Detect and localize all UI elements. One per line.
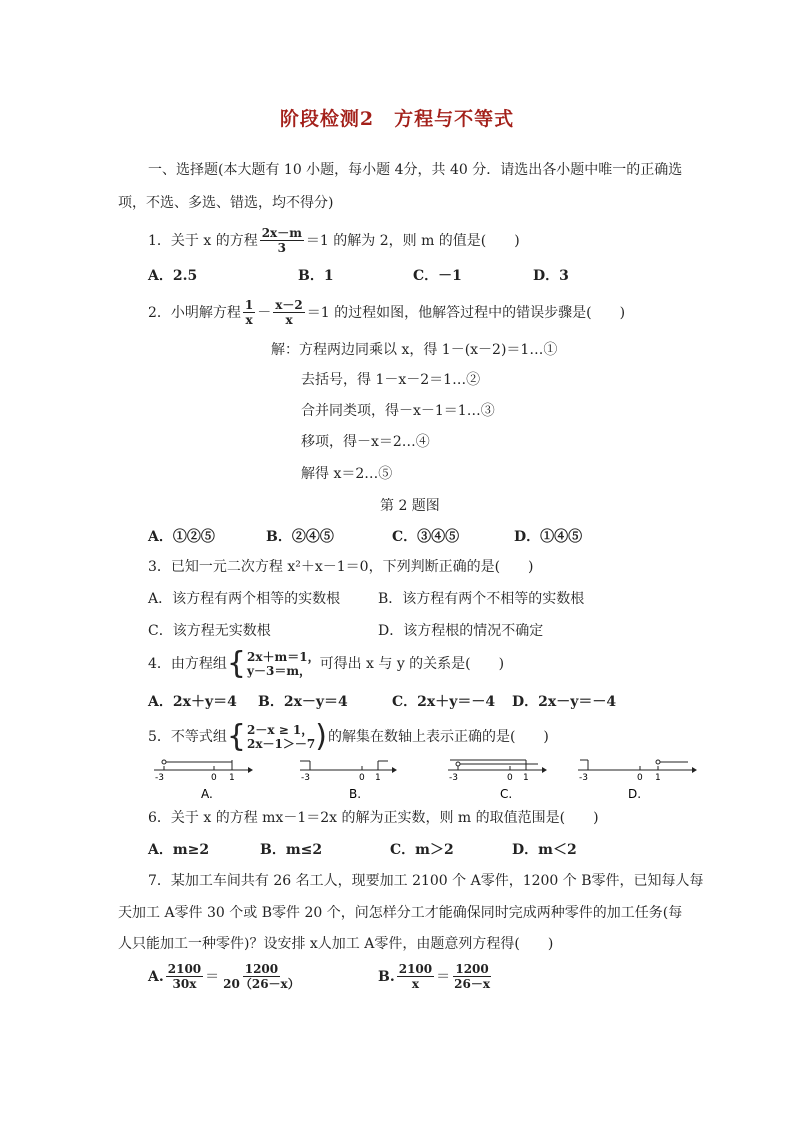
q1-option-d[interactable]: D．3 bbox=[533, 268, 569, 284]
q5-number-lines bbox=[140, 756, 700, 804]
q5-b-tick-label-1: 1 bbox=[375, 773, 381, 783]
q2-minus-sign: － bbox=[257, 304, 272, 321]
q6-option-b[interactable]: B．m≤2 bbox=[260, 842, 323, 858]
q1-option-a[interactable]: A．2.5 bbox=[148, 268, 198, 284]
q4-text-pre: 4．由方程组 bbox=[148, 656, 227, 672]
question-6-options bbox=[148, 840, 668, 860]
q7-option-a-fraction-right bbox=[221, 962, 302, 991]
q5-option-b-label: B. bbox=[349, 787, 362, 801]
q4-equation-1: 2x＋m＝1， bbox=[247, 650, 320, 664]
q5-c-tick-label-neg3: -3 bbox=[449, 773, 458, 783]
q3-option-b[interactable]: B．该方程有两个不相等的实数根 bbox=[378, 591, 585, 607]
q5-d-tick-label-neg3: -3 bbox=[579, 773, 588, 783]
q5-a-tick-label-0: 0 bbox=[211, 773, 217, 783]
q7-a-right-numerator: 1200 bbox=[244, 962, 279, 976]
question-4-stem bbox=[148, 646, 505, 681]
q4-option-b[interactable]: B．2x－y＝4 bbox=[258, 694, 348, 710]
q2-fraction-2-denominator: x bbox=[285, 313, 293, 327]
q7-option-a[interactable] bbox=[148, 962, 304, 991]
q5-text-post: 的解集在数轴上表示正确的是( ) bbox=[327, 729, 549, 745]
question-1-stem bbox=[148, 226, 520, 255]
q7-a-left-denominator: 30x bbox=[172, 977, 197, 991]
q2-text-post: ＝1 的过程如图，他解答过程中的错误步骤是( ) bbox=[306, 304, 626, 321]
q4-left-brace: { bbox=[226, 646, 247, 681]
q7-b-left-numerator: 2100 bbox=[398, 962, 433, 976]
page-title: 阶段检测2 方程与不等式 bbox=[279, 108, 515, 130]
q1-fraction bbox=[260, 226, 304, 255]
q5-number-line-a[interactable] bbox=[154, 760, 253, 801]
q2-option-a[interactable]: A．①②⑤ bbox=[148, 529, 215, 545]
q7-option-b-fraction-left bbox=[397, 962, 434, 991]
question-1-options bbox=[148, 266, 668, 286]
q5-option-d-label: D. bbox=[628, 787, 642, 801]
q2-fraction-2 bbox=[273, 298, 305, 327]
q2-option-d[interactable]: D．①④⑤ bbox=[514, 529, 583, 545]
question-7-line1: 7．某加工车间共有 26 名工人，现要加工 2100 个 A零件，1200 个 B零件，已知每人每 bbox=[148, 873, 704, 889]
q4-text-post: 可得出 x 与 y 的关系是( ) bbox=[319, 656, 505, 672]
question-3-stem: 3．已知一元二次方程 x²＋x－1＝0，下列判断正确的是( ) bbox=[148, 559, 534, 575]
q5-right-brace: ) bbox=[315, 719, 327, 754]
q1-option-c[interactable]: C．－1 bbox=[413, 268, 462, 284]
q7-option-b-label: B. bbox=[378, 968, 395, 985]
q5-d-tick-label-0: 0 bbox=[637, 773, 643, 783]
section-instructions-line2: 项，不选、多选、错选，均不得分) bbox=[118, 195, 334, 211]
q1-fraction-numerator: 2x－m bbox=[261, 226, 302, 240]
section-instructions-line1: 一、选择题(本大题有 10 小题，每小题 4分，共 40 分．请选出各小题中唯一的正确选 bbox=[148, 162, 683, 178]
q5-inequality-2: 2x－1＞－7 bbox=[247, 737, 316, 751]
q5-a-tick-label-neg3: -3 bbox=[155, 773, 164, 783]
question-2-options bbox=[148, 527, 668, 547]
q6-option-a[interactable]: A．m≥2 bbox=[148, 842, 210, 858]
q2-solution-step-2: 去括号，得 1－x－2＝1…② bbox=[301, 372, 481, 388]
q7-option-b[interactable] bbox=[378, 962, 494, 991]
q7-option-a-fraction-left bbox=[166, 962, 203, 991]
q7-a-equals: ＝ bbox=[205, 968, 220, 985]
q4-option-d[interactable]: D．2x－y＝－4 bbox=[512, 694, 617, 710]
q5-c-tick-label-0: 0 bbox=[507, 773, 513, 783]
q7-a-left-numerator: 2100 bbox=[167, 962, 202, 976]
q2-figure-caption: 第 2 题图 bbox=[380, 498, 440, 514]
q2-option-c[interactable]: C．③④⑤ bbox=[392, 529, 460, 545]
q7-a-right-denominator: 20（26－x） bbox=[223, 977, 300, 991]
q5-option-c-label: C. bbox=[500, 787, 513, 801]
q4-option-a[interactable]: A．2x＋y＝4 bbox=[148, 694, 237, 710]
q4-equation-system bbox=[226, 646, 320, 681]
q5-inequality-system bbox=[226, 719, 328, 754]
q2-option-b[interactable]: B．②④⑤ bbox=[266, 529, 334, 545]
q5-inequality-1: 2－x ≥ 1， bbox=[247, 723, 314, 737]
q7-b-right-denominator: 26－x bbox=[454, 977, 490, 991]
q2-solution-step-1: 解：方程两边同乘以 x，得 1－(x－2)＝1…① bbox=[271, 342, 558, 358]
q3-option-c[interactable]: C．该方程无实数根 bbox=[148, 623, 271, 639]
q2-fraction-1 bbox=[243, 298, 255, 327]
q5-b-tick-label-0: 0 bbox=[359, 773, 365, 783]
q1-option-b[interactable]: B．1 bbox=[298, 268, 334, 284]
q7-option-a-label: A. bbox=[148, 968, 164, 985]
q5-left-brace: { bbox=[226, 719, 247, 754]
q1-text-post: ＝1 的解为 2，则 m 的值是( ) bbox=[305, 232, 520, 249]
q5-a-tick-label-1: 1 bbox=[229, 773, 235, 783]
question-5-stem bbox=[148, 719, 549, 754]
q5-number-line-c[interactable] bbox=[448, 760, 547, 801]
question-7-line3: 人只能加工一种零件)？设安排 x人加工 A零件，由题意列方程得( ) bbox=[118, 936, 554, 952]
q2-fraction-2-numerator: x－2 bbox=[275, 298, 303, 312]
q3-option-d[interactable]: D．该方程根的情况不确定 bbox=[378, 623, 544, 639]
question-4-options bbox=[148, 692, 668, 712]
q7-option-b-fraction-right bbox=[452, 962, 492, 991]
q2-solution-step-4: 移项，得－x＝2…④ bbox=[301, 434, 430, 450]
q5-c-tick-label-1: 1 bbox=[523, 773, 529, 783]
q2-fraction-1-denominator: x bbox=[245, 313, 253, 327]
q5-number-line-d[interactable] bbox=[578, 760, 697, 801]
q5-option-a-label: A. bbox=[201, 787, 213, 801]
q2-solution-step-3: 合并同类项，得－x－1＝1…③ bbox=[301, 403, 495, 419]
q6-option-d[interactable]: D．m＜2 bbox=[512, 842, 577, 858]
q1-fraction-denominator: 3 bbox=[277, 241, 286, 255]
question-7-line2: 天加工 A零件 30 个或 B零件 20 个，问怎样分工才能确保同时完成两种零件的加工任务(每 bbox=[118, 905, 683, 921]
q3-option-a[interactable]: A．该方程有两个相等的实数根 bbox=[148, 591, 341, 607]
q4-equation-2: y－3＝m， bbox=[247, 664, 312, 678]
q2-text-pre: 2．小明解方程 bbox=[148, 304, 241, 321]
question-6-stem: 6．关于 x 的方程 mx－1＝2x 的解为正实数，则 m 的取值范围是( ) bbox=[148, 810, 599, 826]
q7-b-left-denominator: x bbox=[411, 977, 419, 991]
q5-b-tick-label-neg3: -3 bbox=[301, 773, 310, 783]
q7-b-equals: ＝ bbox=[436, 968, 451, 985]
q1-text-pre: 1．关于 x 的方程 bbox=[148, 232, 258, 249]
q4-option-c[interactable]: C．2x＋y＝－4 bbox=[392, 694, 496, 710]
q5-number-line-b[interactable] bbox=[300, 761, 397, 801]
q6-option-c[interactable]: C．m＞2 bbox=[390, 842, 454, 858]
question-2-stem bbox=[148, 298, 625, 327]
q2-solution-step-5: 解得 x＝2…⑤ bbox=[301, 466, 393, 482]
q2-fraction-1-numerator: 1 bbox=[244, 298, 254, 312]
q5-d-tick-label-1: 1 bbox=[655, 773, 661, 783]
q7-b-right-numerator: 1200 bbox=[455, 962, 489, 976]
q5-text-pre: 5．不等式组 bbox=[148, 729, 227, 745]
